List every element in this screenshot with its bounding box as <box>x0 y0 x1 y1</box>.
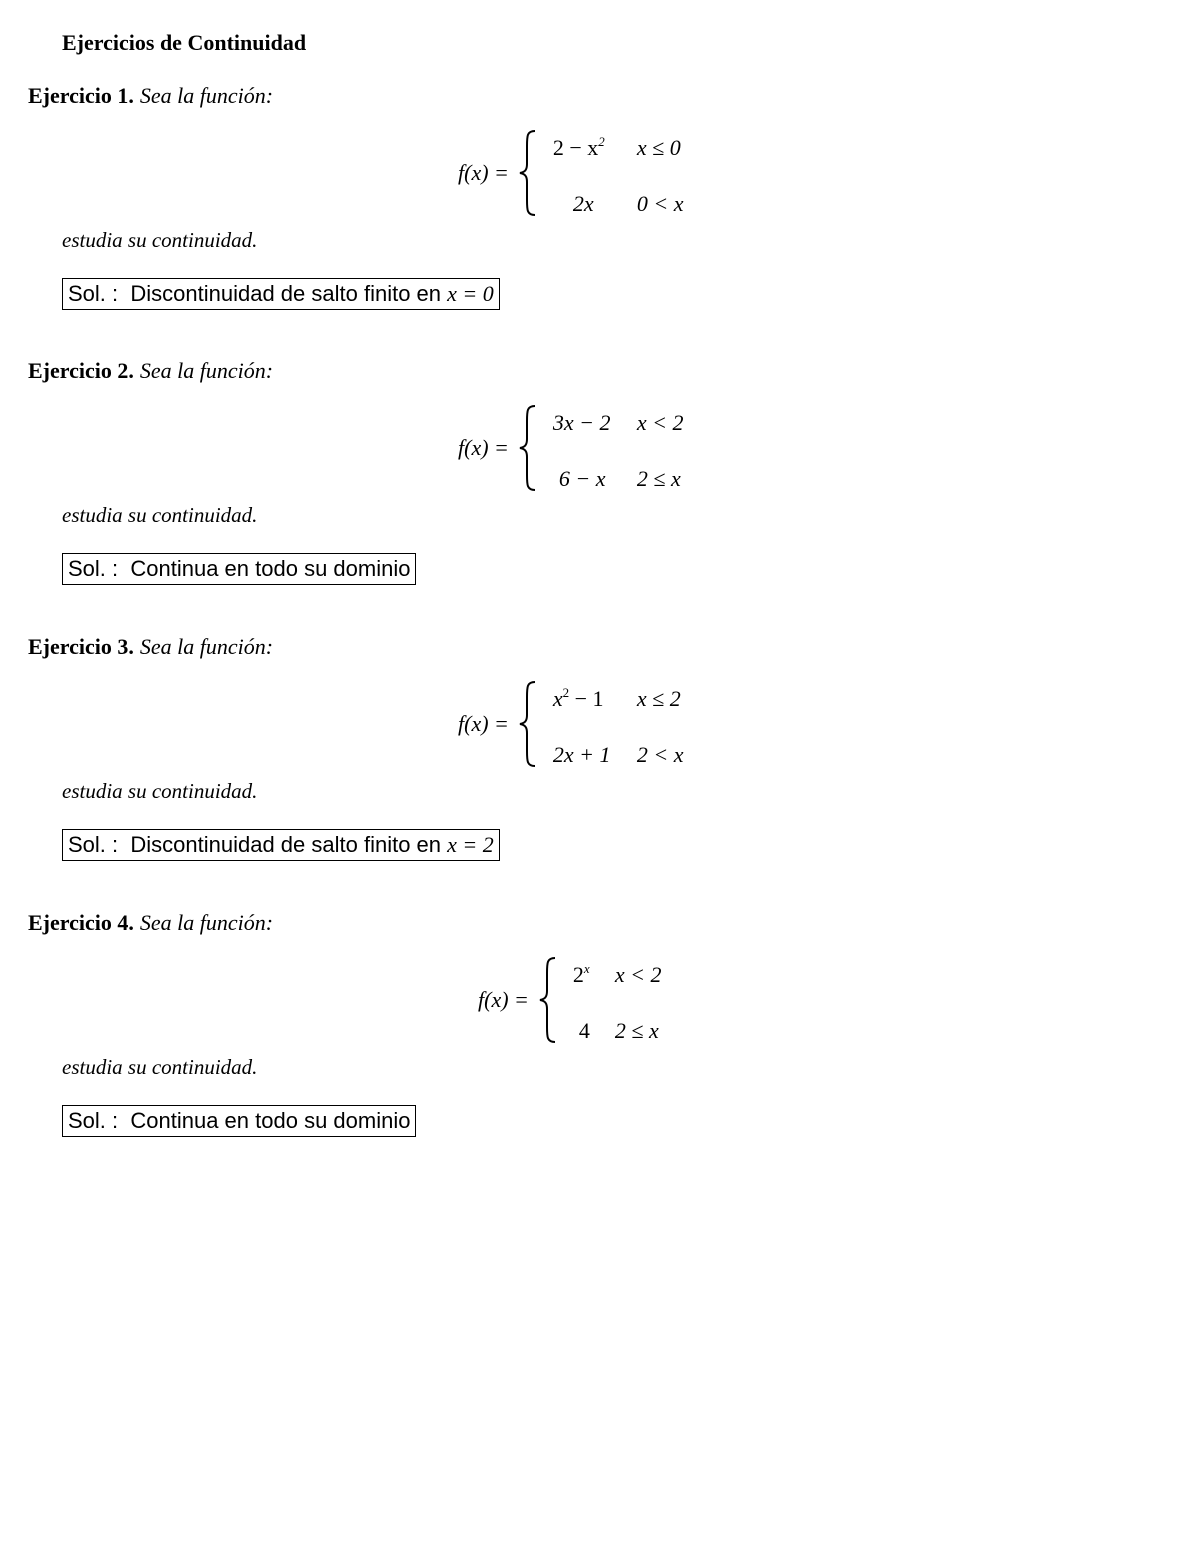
exercise-intro: Sea la función: <box>139 634 274 659</box>
exercise-number: Ejercicio 2. <box>28 358 134 383</box>
task-text: estudia su continuidad. <box>62 503 258 527</box>
piecewise-function <box>478 950 709 1050</box>
solution-box <box>62 278 500 310</box>
exercise-heading <box>28 358 273 384</box>
piecewise-function <box>458 123 729 223</box>
case-condition: x ≤ 2 <box>636 686 681 711</box>
exercise-4 <box>0 910 1200 1186</box>
case-expression: $2 - x^2$ <box>552 134 605 160</box>
solution-text: Continua en todo su dominio <box>130 1108 411 1133</box>
exercise-number: Ejercicio 4. <box>28 910 134 935</box>
case-condition: 2 < x <box>636 742 684 767</box>
case-condition: x < 2 <box>614 962 662 987</box>
solution-math: x = 2 <box>447 832 494 857</box>
left-brace <box>537 955 559 1045</box>
case-expression: 2x + 1 <box>552 742 611 767</box>
exercise-intro: Sea la función: <box>139 358 274 383</box>
solution-text: Continua en todo su dominio <box>130 556 411 581</box>
function-lhs: f(x) = <box>458 711 509 736</box>
solution-box <box>62 1105 416 1137</box>
solution-label: Sol. : <box>68 281 119 306</box>
solution-box <box>62 553 416 585</box>
task-text: estudia su continuidad. <box>62 228 258 252</box>
exercise-intro: Sea la función: <box>139 83 274 108</box>
cases <box>539 123 729 223</box>
case-condition: 2 ≤ x <box>614 1018 659 1043</box>
case-expression: 3x − 2 <box>552 410 611 435</box>
exercise-number: Ejercicio 1. <box>28 83 134 108</box>
case-expression: 6 − x <box>558 466 606 491</box>
solution-label: Sol. : <box>68 832 119 857</box>
exercise-heading <box>28 83 273 109</box>
solution-math: x = 0 <box>447 281 494 306</box>
task-text: estudia su continuidad. <box>62 1055 258 1079</box>
cases <box>539 674 729 774</box>
exercise-heading <box>28 634 273 660</box>
left-brace <box>517 679 539 769</box>
left-brace <box>517 128 539 218</box>
exercise-intro: Sea la función: <box>139 910 274 935</box>
function-lhs: f(x) = <box>458 435 509 460</box>
task-text: estudia su continuidad. <box>62 779 258 803</box>
exercise-1 <box>0 83 1200 359</box>
page-title: Ejercicios de Continuidad <box>62 30 307 55</box>
left-brace <box>517 403 539 493</box>
case-condition: 0 < x <box>636 191 684 216</box>
case-condition: x < 2 <box>636 410 684 435</box>
case-expression: 2x <box>572 191 594 216</box>
solution-box <box>62 829 500 861</box>
case-expression: $x^2 - 1$ <box>552 685 604 711</box>
piecewise-function <box>458 674 729 774</box>
case-expression: 2$^x$ <box>572 961 590 987</box>
exercise-2 <box>0 358 1200 634</box>
case-expression: 4 <box>578 1018 590 1043</box>
exercise-number: Ejercicio 3. <box>28 634 134 659</box>
cases <box>559 950 709 1050</box>
case-condition: x ≤ 0 <box>636 135 681 160</box>
exercise-heading <box>28 910 273 936</box>
solution-text: Discontinuidad de salto finito en <box>130 832 442 857</box>
case-condition: 2 ≤ x <box>636 466 681 491</box>
cases <box>539 398 729 498</box>
piecewise-function <box>458 398 729 498</box>
function-lhs: f(x) = <box>478 987 529 1012</box>
solution-text: Discontinuidad de salto finito en <box>130 281 442 306</box>
solution-label: Sol. : <box>68 556 119 581</box>
solution-label: Sol. : <box>68 1108 119 1133</box>
function-lhs: f(x) = <box>458 160 509 185</box>
exercise-3 <box>0 634 1200 910</box>
